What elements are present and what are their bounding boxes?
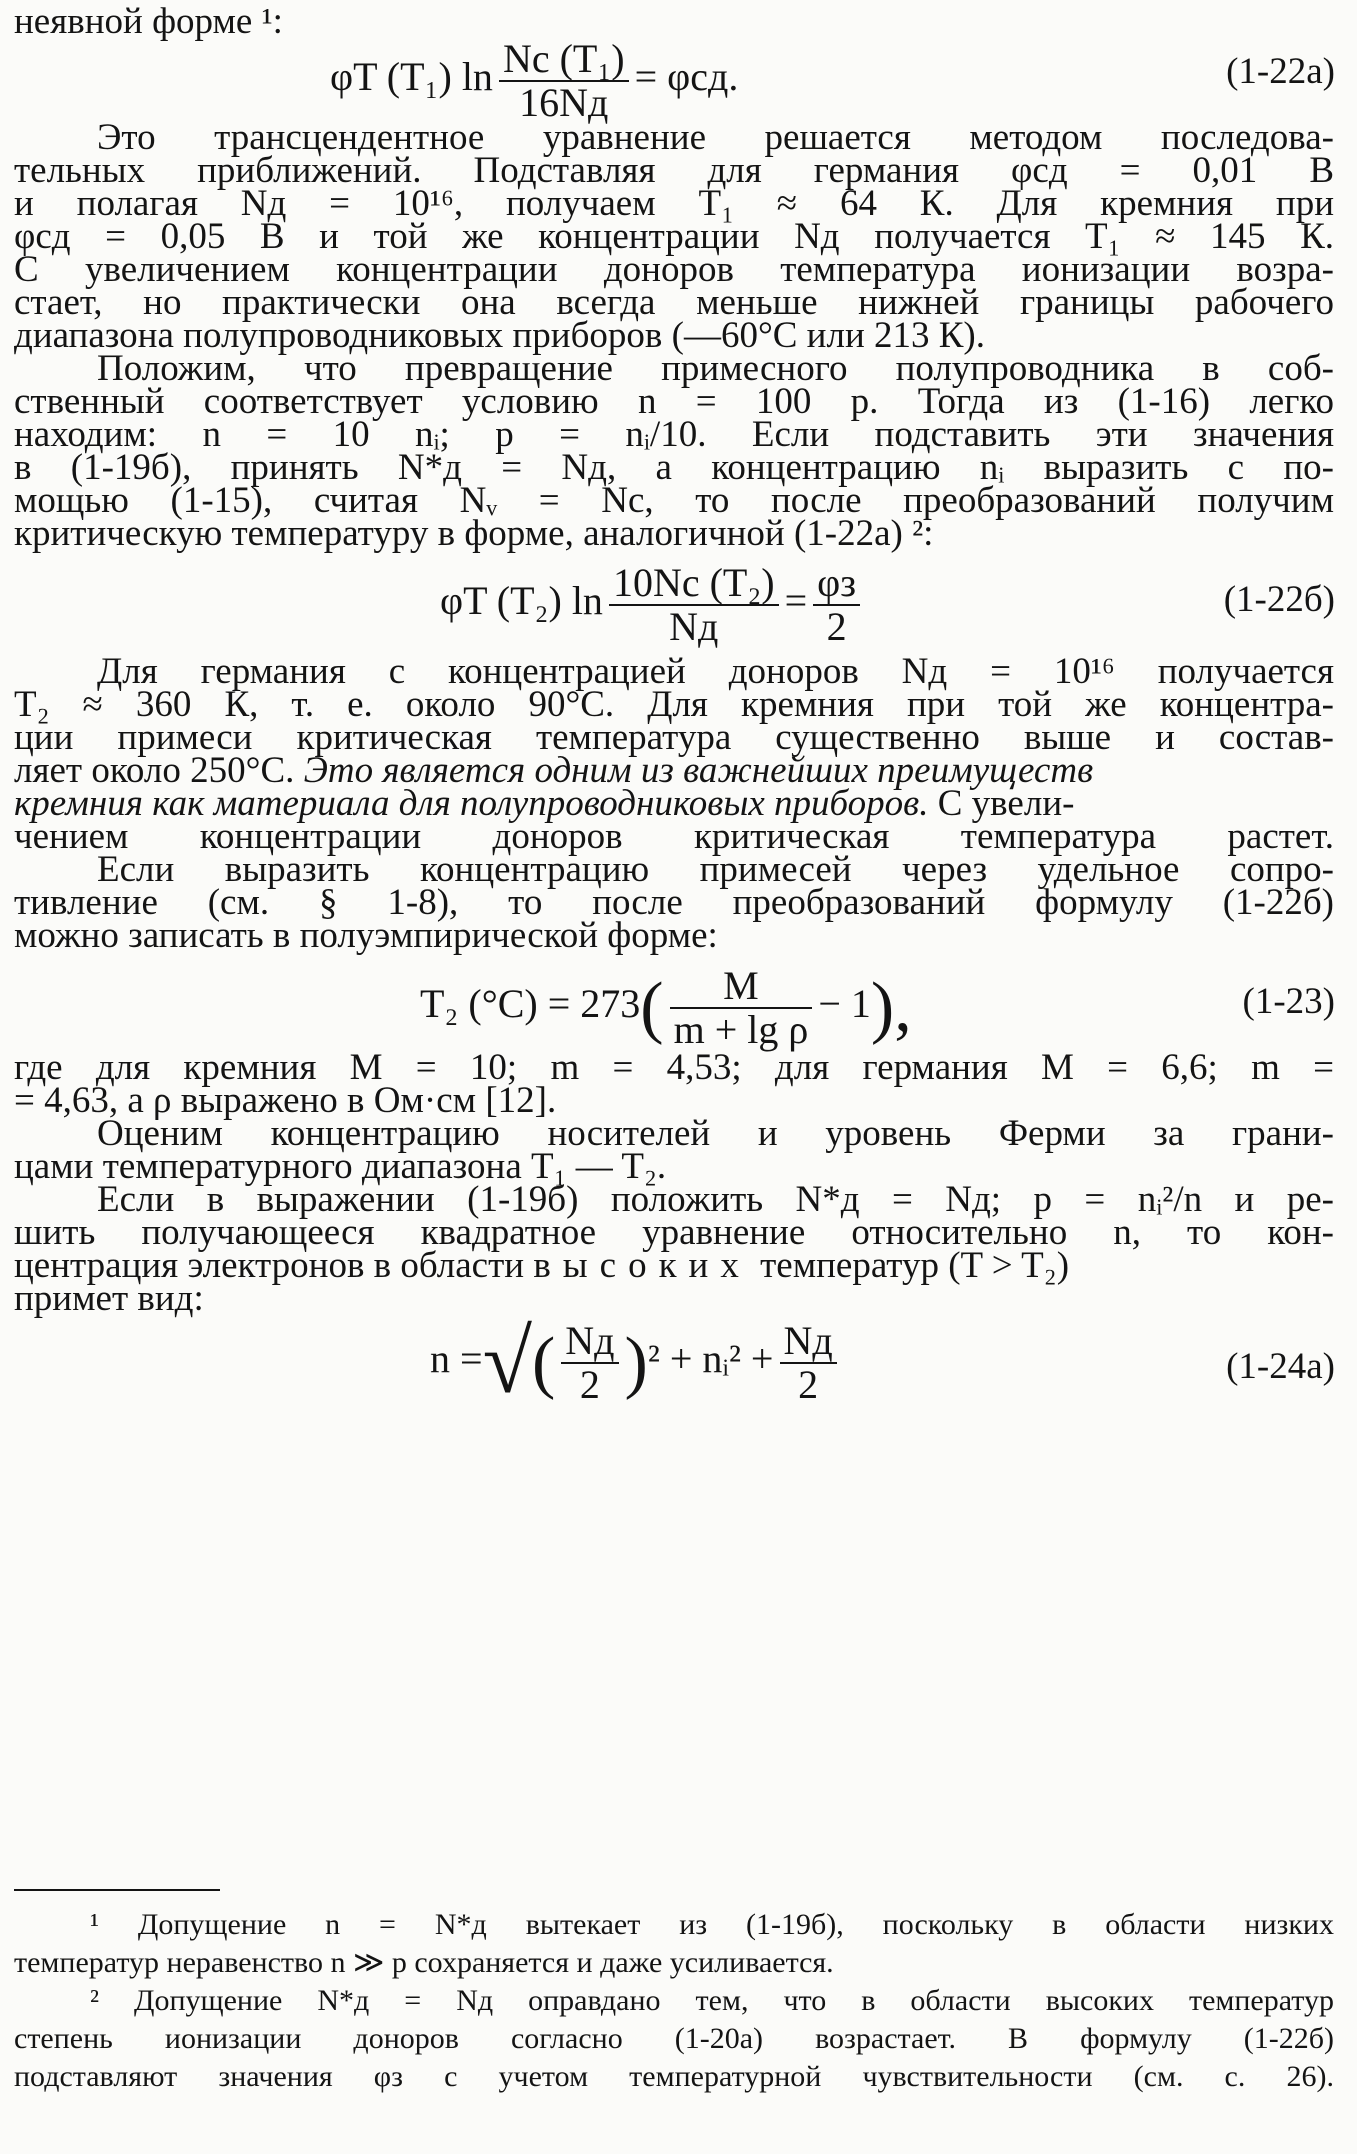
text-line: ции примеси критическая температура существенно выше и состав- xyxy=(14,717,1334,758)
eq-fraction xyxy=(561,1320,618,1406)
eq-fraction xyxy=(813,562,860,648)
text-line: диапазона полупроводниковых приборов (—60°С или 213 К). xyxy=(14,315,985,356)
eq-left: n = xyxy=(430,1336,483,1382)
text-line: Это трансцендентное уравнение решается методом последова- xyxy=(97,117,1334,158)
text-line: Для германия с концентрацией доноров Nд = 10¹⁶ получается xyxy=(97,651,1334,692)
text-line: стает, но практически она всегда меньше нижней границы рабочего xyxy=(14,282,1334,323)
close-paren: ), xyxy=(870,969,912,1046)
text-line: где для кремния M = 10; m = 4,53; для германия M = 6,6; m = xyxy=(14,1047,1334,1088)
eq-denominator: 2 xyxy=(579,1362,600,1407)
equation-1-24a xyxy=(430,1313,843,1412)
text-run: С увели- xyxy=(928,783,1075,824)
text-line: и полагая Nд = 10¹⁶, получаем T₁ ≈ 64 К. Для кремния при xyxy=(14,183,1334,224)
text-line: критическую температуру в форме, аналогичной (1-22а) ²: xyxy=(14,513,934,554)
text-line: неявной форме ¹: xyxy=(14,1,283,42)
text-line: ственный соответствует условию n = 100 p. Тогда из (1-16) легко xyxy=(14,381,1334,422)
text-line: в (1-19б), принять N*д = Nд, а концентрацию nᵢ выразить с по- xyxy=(14,447,1334,488)
eq-tail: − 1 xyxy=(818,981,871,1027)
text-line: Если в выражении (1-19б) положить N*д = Nд; p = nᵢ²/n и ре- xyxy=(97,1179,1334,1220)
eq-right: = φсд. xyxy=(634,54,739,100)
equation-1-22b xyxy=(440,562,866,648)
text-line: С увеличением концентрации доноров температура ионизации возра- xyxy=(14,249,1334,290)
text-line: цами температурного диапазона T₁ — T₂. xyxy=(14,1146,667,1187)
footnote-line: ¹ Допущение n = N*д вытекает из (1-19б), поскольку в области низких xyxy=(90,1908,1334,1941)
eq-left: φT (T₂) ln xyxy=(440,578,603,624)
eq-denominator: 2 xyxy=(826,604,847,649)
footnote-line: температур неравенство n ≫ p сохраняется и даже усиливается. xyxy=(14,1946,834,1979)
open-paren: ( xyxy=(640,969,664,1046)
spaced-text: высоких xyxy=(533,1245,751,1286)
text-line: шить получающееся квадратное уравнение относительно n, то кон- xyxy=(14,1212,1334,1253)
eq-fraction xyxy=(609,562,779,648)
text-line: можно записать в полуэмпирической форме: xyxy=(14,915,718,956)
text-line: φсд = 0,05 В и той же концентрации Nд получается T₁ ≈ 145 К. xyxy=(14,216,1334,257)
equation-number: (1-23) xyxy=(1242,981,1335,1022)
emphasis-text: кремния как материала для полупроводниковых приборов. xyxy=(14,783,929,824)
open-paren: ( xyxy=(531,1324,556,1401)
text-line: мощью (1-15), считая Nᵥ = Nc, то после преобразований получим xyxy=(14,480,1334,521)
text-line: Оценим концентрацию носителей и уровень Ферми за грани- xyxy=(97,1113,1334,1154)
footnote-line: степень ионизации доноров согласно (1-20а) возрастает. В формулу (1-22б) xyxy=(14,2022,1334,2055)
close-paren: ) xyxy=(624,1324,648,1401)
eq-denominator: 2 xyxy=(798,1362,819,1407)
eq-numerator: Nд xyxy=(780,1320,837,1364)
text-run: температур (T > T₂) xyxy=(750,1245,1070,1286)
eq-numerator: 10Nc (T₂) xyxy=(609,562,779,606)
text-line: находим: n = 10 nᵢ; p = nᵢ/10. Если подставить эти значения xyxy=(14,414,1334,455)
eq-numerator: φз xyxy=(813,562,860,606)
footnote-line: ² Допущение N*д = Nд оправдано тем, что в области высоких температур xyxy=(90,1984,1334,2017)
eq-denominator: Nд xyxy=(669,604,719,649)
eq-numerator: M xyxy=(670,965,813,1009)
text-line: T₂ ≈ 360 К, т. е. около 90°С. Для кремния при той же концентра- xyxy=(14,684,1334,725)
equation-number: (1-24а) xyxy=(1226,1346,1335,1387)
eq-numerator: Nc (T₁) xyxy=(499,38,629,82)
eq-equals: = xyxy=(784,578,808,624)
equation-number: (1-22а) xyxy=(1226,51,1335,92)
text-line: чением концентрации доноров критическая температура растет. xyxy=(14,816,1334,857)
footnote-line: подставляют значения φз с учетом температурной чувствительности (см. с. 26). xyxy=(14,2060,1334,2093)
equation-1-23 xyxy=(420,965,912,1051)
eq-fraction xyxy=(670,965,813,1051)
eq-mid: ² + nᵢ² + xyxy=(647,1336,774,1382)
eq-numerator: Nд xyxy=(561,1320,618,1364)
text-line: примет вид: xyxy=(14,1278,204,1319)
eq-left: T₂ (°С) = 273 xyxy=(420,981,641,1027)
eq-denominator: m + lg ρ xyxy=(673,1007,809,1052)
text-line: Положим, что превращение примесного полупроводника в соб- xyxy=(97,348,1334,389)
emphasis-text: Это является одним из важнейших преимуществ xyxy=(303,750,1094,791)
footnote-divider xyxy=(14,1889,220,1891)
eq-fraction xyxy=(780,1320,837,1406)
equation-1-22a xyxy=(330,38,738,124)
text-line: Если выразить концентрацию примесей через удельное сопро- xyxy=(97,849,1334,890)
eq-fraction xyxy=(499,38,629,124)
text-line: = 4,63, а ρ выражено в Ом·см [12]. xyxy=(14,1080,557,1121)
eq-denominator: 16Nд xyxy=(519,80,609,125)
text-line: тивление (см. § 1-8), то после преобразований формулу (1-22б) xyxy=(14,882,1334,923)
equation-number: (1-22б) xyxy=(1223,579,1335,620)
text-run: центрация электронов в области xyxy=(14,1245,534,1286)
eq-left: φT (T₁) ln xyxy=(330,54,493,100)
text-line: тельных приближений. Подставляя для германия φсд = 0,01 В xyxy=(14,150,1334,191)
sqrt-icon: √ xyxy=(482,1313,532,1412)
text-run: ляет около 250°С. xyxy=(14,750,304,791)
